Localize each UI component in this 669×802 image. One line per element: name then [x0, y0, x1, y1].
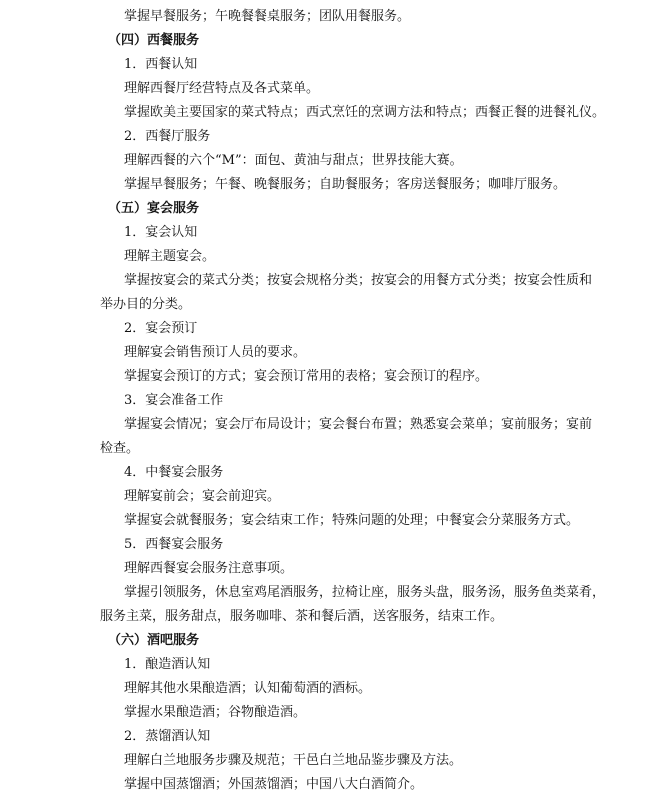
- text-line-continued: 服务主菜，服务甜点，服务咖啡、茶和餐后酒，送客服务，结束工作。: [100, 609, 504, 624]
- text-line: 掌握欧美主要国家的菜式特点；西式烹饪的烹调方法和特点；西餐正餐的进餐礼仪。: [124, 105, 606, 120]
- text-line: 理解宴会销售预订人员的要求。: [124, 345, 307, 360]
- subsection-heading: 4．中餐宴会服务: [124, 465, 224, 480]
- subsection-heading: 5．西餐宴会服务: [124, 537, 224, 552]
- text-line: 理解西餐宴会服务注意事项。: [124, 561, 294, 576]
- subsection-heading: 2．蒸馏酒认知: [124, 729, 211, 744]
- subsection-heading: 3．宴会准备工作: [124, 393, 224, 408]
- text-line: 掌握早餐服务；午餐、晚餐服务；自助餐服务；客房送餐服务；咖啡厅服务。: [124, 177, 567, 192]
- text-line: 理解西餐的六个“M”：面包、黄油与甜点；世界技能大赛。: [124, 153, 463, 168]
- text-line: 理解其他水果酿造酒；认知葡萄酒的酒标。: [124, 681, 372, 696]
- subsection-heading: 1．西餐认知: [124, 57, 198, 72]
- subsection-heading: 1．酿造酒认知: [124, 657, 211, 672]
- text-line: 掌握宴会就餐服务；宴会结束工作；特殊问题的处理；中餐宴会分菜服务方式。: [124, 513, 580, 528]
- text-line: 理解主题宴会。: [124, 249, 216, 264]
- text-line: 掌握水果酿造酒；谷物酿造酒。: [124, 705, 307, 720]
- section-heading: （五）宴会服务: [108, 201, 200, 216]
- text-line: 掌握引领服务，休息室鸡尾酒服务，拉椅让座，服务头盘，服务汤，服务鱼类菜肴，: [124, 585, 606, 600]
- subsection-heading: 2．西餐厅服务: [124, 129, 211, 144]
- section-heading: （六）酒吧服务: [108, 633, 200, 648]
- text-line: 理解宴前会；宴会前迎宾。: [124, 489, 281, 504]
- text-line-continued: 举办目的分类。: [100, 297, 192, 312]
- text-line: 理解西餐厅经营特点及各式菜单。: [124, 81, 320, 96]
- section-heading: （四）西餐服务: [108, 33, 200, 48]
- subsection-heading: 1．宴会认知: [124, 225, 198, 240]
- text-line: 掌握中国蒸馏酒；外国蒸馏酒；中国八大白酒简介。: [124, 777, 424, 792]
- text-line: 掌握按宴会的菜式分类；按宴会规格分类；按宴会的用餐方式分类；按宴会性质和: [124, 273, 593, 288]
- subsection-heading: 2．宴会预订: [124, 321, 198, 336]
- text-line: 掌握早餐服务；午晚餐餐桌服务；团队用餐服务。: [124, 9, 411, 24]
- text-line: 掌握宴会预订的方式；宴会预订常用的表格；宴会预订的程序。: [124, 369, 489, 384]
- text-line: 掌握宴会情况；宴会厅布局设计；宴会餐台布置；熟悉宴会菜单；宴前服务；宴前: [124, 417, 593, 432]
- text-line: 理解白兰地服务步骤及规范；干邑白兰地品鉴步骤及方法。: [124, 753, 463, 768]
- text-line-continued: 检查。: [100, 441, 140, 456]
